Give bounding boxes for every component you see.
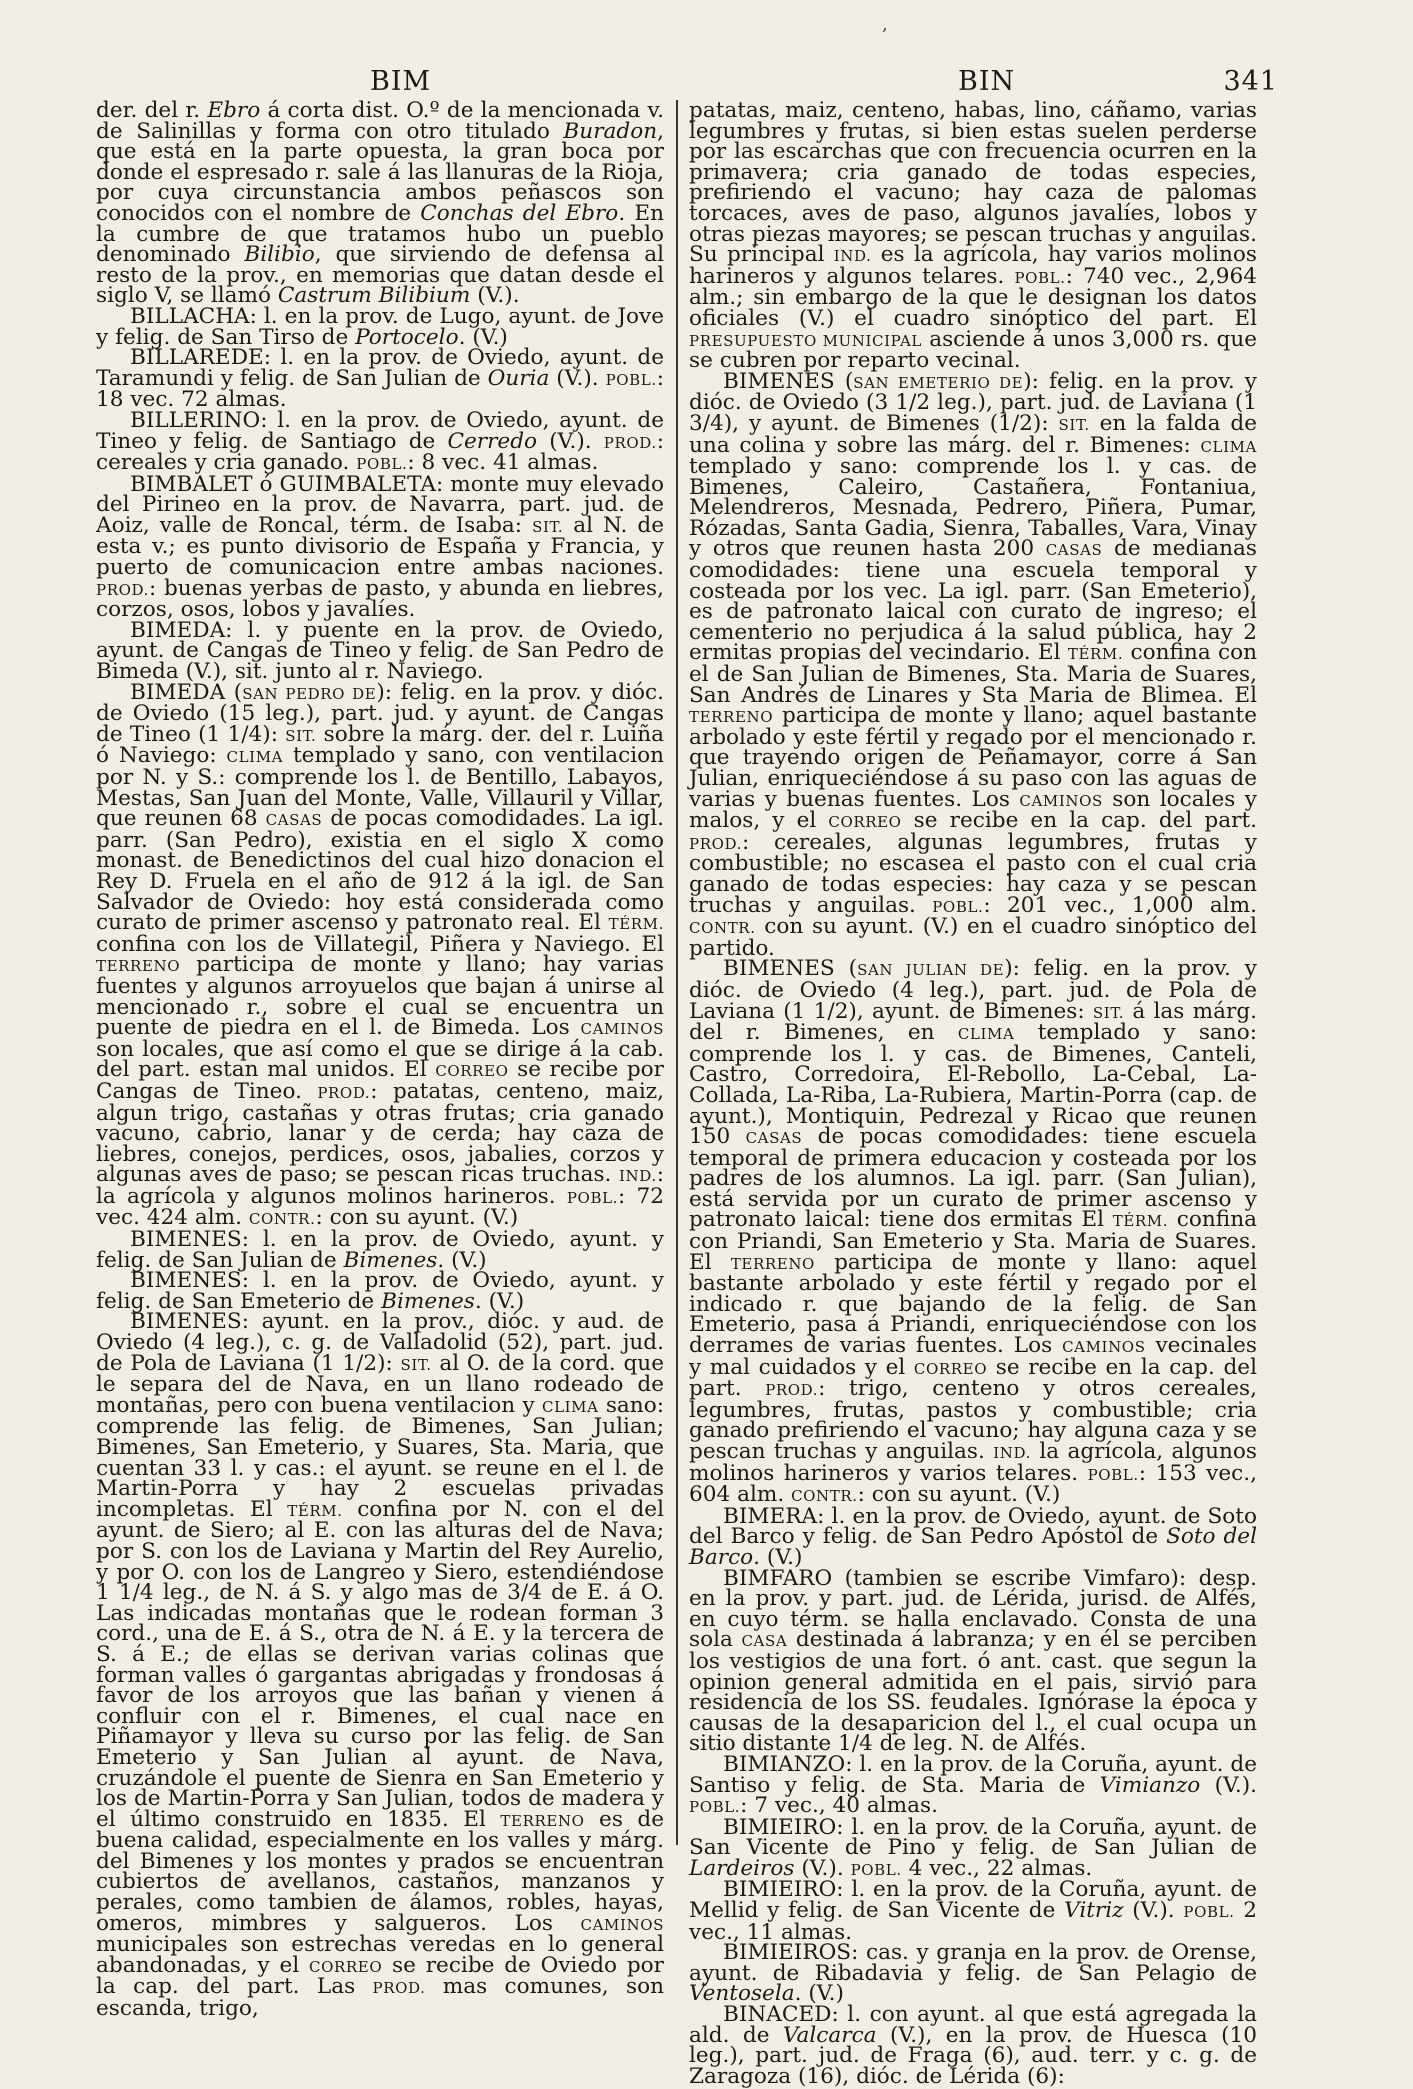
entry-paragraph: der. del r. Ebro á corta dist. O.º de la mencionada v. de Salinillas y forma con otro titulado Buradon, que está en la parte opuesta, la gran boca por donde el espresado r. sale á las llanuras de la Rioja, por cuya circunstancia ambos peñascos son conocidos con el nombre de Conchas del Ebro. En la cumbre de que tratamos hubo un pueblo denominado Bilibio, que sirviendo de defensa al resto de la prov., en memorias que datan desde el siglo V, se llamó Castrum Bilibium (V.). — [96, 98, 664, 309]
entry-paragraph: BIMENES: ayunt. en la prov., dióc. y aud. de Oviedo (4 leg.), c. g. de Valladolid (52), part. jud. de Pola de Laviana (1 1/2): SIT. al O. de la cord. que le separa del de Nava, en un llano rodeado de montañas, pero con buena ventilacion y CLIMA sano: comprende las felig. de Bimenes, San Julian; Bimenes, San Emeterio, y Suares, Sta. Maria, que cuentan 33 l. y cas.: el ayunt. se reune en el l. de Martin-Porra y hay 2 escuelas privadas incompletas. El TÉRM. confina por N. con el del ayunt. de Siero; al E. con las alturas del de Nava; por S. con los de Laviana y Martin del Rey Aurelio, y por O. con los de Langreo y Siero, estendiéndose 1 1/4 leg., de N. á S. y algo mas de 3/4 de E. á O. Las indicadas montañas que le rodean forman 3 cord., una de E. á S., otra de N. á E. y la tercera de S. á E.; de ellas se derivan varias colinas que forman valles ó gargantas abrigadas y frondosas á favor de los arroyos que las bañan y vienen á confluir con el r. Bimenes, el cual nace en Piñamayor y lleva su curso por las felig. de San Emeterio y San Julian al ayunt. de Nava, cruzándole el puente de Sienra en San Emeterio y los de Martin-Porra y San Julian, todos de madera y el último construido en 1835. El TERRENO es de buena calidad, especialmente en los valles y márg. del Bimenes y los montes y prados se encuentran cubiertos de avellanos, castaños, manzanos y perales, como tambien de álamos, robles, hayas, omeros, mimbres y salgueros. Los CAMINOS municipales son estrechas veredas en lo general abandonadas, y el CORREO se recibe de Oviedo por la cap. del part. Las PROD. mas comunes, son escanda, trigo, — [96, 1309, 665, 2022]
speck-mark: , — [882, 14, 888, 35]
entry-paragraph: BIMFARO (tambien se escribe Vimfaro): desp. en la prov. y part. jud. de Lérida, jurisd. de Alfés, en cuyo térm. se halla enclavado. Consta de una sola CASA destinada á labranza; y en él se perciben los vestigios de una fort. ó ant. cast. que segun la opinion general admitida en el pais, sirvió para residencia de los SS. feudales. Ignórase la época y causas de la desaparicion del l., el cual ocupa un sitio distante 1/4 de leg. N. de Alfés. — [689, 1565, 1257, 1757]
entry-paragraph: BIMENES (SAN JULIAN DE): felig. en la prov. y dióc. de Oviedo (4 leg.), part. jud. de Pola de Laviana (1 1/2), ayunt. de Bimenes: SIT. á las márg. del r. Bimenes, en CLIMA templado y sano: comprende los l. y cas. de Bimenes, Canteli, Castro, Corredoira, El-Rebollo, La-Cebal, La-Collada, La-Riba, La-Rubiera, Martin-Porra (cap. de ayunt.), Montiquin, Pedrezal y Ricao que reunen 150 CASAS de pocas comodidades: tiene escuela temporal de primera educacion y costeada por los padres de los alumnos. La igl. parr. (San Julian), está servida por un curato de primer ascenso y patronato laical: tiene dos ermitas El TÉRM. confina con Priandi, San Emeterio y Sta. Maria de Suares. El TERRENO participa de monte y llano: aquel bastante arbolado y este fértil y regado por el indicado r. que bajando de la felig. de San Emeterio, pasa á Priandi, enriqueciéndose con los derrames de varias fuentes. Los CAMINOS vecinales y mal cuidados y el CORREO se recibe en la cap. del part. PROD.: trigo, centeno y otros cereales, legumbres, frutas, pastos y combustible; cria ganado prefiriendo el vacuno; hay alguna caza y se pescan truchas y anguilas. IND. la agrícola, algunos molinos harineros y varios telares. POBL.: 153 vec., 604 alm. CONTR.: con su ayunt. (V.) — [689, 956, 1258, 1508]
entry-paragraph: BIMENES: l. en la prov. de Oviedo, ayunt. y felig. de San Julian de Bimenes. (V.) — [96, 1227, 664, 1273]
entry-paragraph: BIMIEIROS: cas. y granja en la prov. de Orense, ayunt. de Ribadavia y felig. de San Pelagio de Ventosela. (V.) — [689, 1940, 1257, 2007]
entry-paragraph: BIMENES: l. en la prov. de Oviedo, ayunt. y felig. de San Emeterio de Bimenes. (V.) — [96, 1268, 664, 1314]
entry-paragraph: BIMERA: l. en la prov. de Oviedo, ayunt. de Soto del Barco y felig. de San Pedro Apóstol de Soto del Barco. (V.) — [689, 1503, 1257, 1570]
entry-paragraph: BIMIEIRO: l. en la prov. de la Coruña, ayunt. de San Vicente de Pino y felig. de San Julian de Lardeiros (V.). POBL. 4 vec., 22 almas. — [689, 1814, 1257, 1881]
entry-paragraph: BINACED: l. con ayunt. al que está agregada la ald. de Valcarca (V.), en la prov. de Huesca (10 leg.), part. jud. de Fraga (6), aud. terr. y c. g. de Zaragoza (16), dióc. de Lérida (6): — [689, 2002, 1257, 2089]
header-right-word: BIN — [958, 66, 1016, 97]
entry-paragraph: BIMBALET ó GUIMBALETA: monte muy elevado del Pirineo en la prov. de Navarra, part. jud. de Aoiz, valle de Roncal, térm. de Isaba: SIT. al N. de esta v.; es punto divisorio de España y Francia, y puerto de comunicacion entre ambas naciones. PROD.: buenas yerbas de pasto, y abunda en liebres, corzos, osos, lobos y javalíes. — [96, 471, 664, 623]
left-column — [96, 98, 665, 2022]
entry-paragraph: BIMIANZO: l. en la prov. de la Coruña, ayunt. de Santiso y felig. de Sta. Maria de Vimianzo (V.). POBL.: 7 vec., 40 almas. — [689, 1751, 1257, 1819]
right-column — [689, 98, 1258, 2089]
page-number: 341 — [1223, 66, 1278, 97]
entry-paragraph: BIMENES (SAN EMETERIO DE): felig. en la prov. y dióc. de Oviedo (3 1/2 leg.), part. jud. de Laviana (1 3/4), y ayunt. de Bimenes (1/2): SIT. en la falda de una colina y sobre las márg. del r. Bimenes: CLIMA templado y sano: comprende los l. y cas. de Bimenes, Caleiro, Castañera, Fontaniua, Melendreros, Mesnada, Pedrero, Piñera, Pumar, Rózadas, Santa Gadia, Sienra, Taballes, Vara, Vinay y otros que reunen hasta 200 CASAS de medianas comodidades: tiene una escuela temporal y costeada por los vec. La igl. parr. (San Emeterio), es de patronato laical con curato de ingreso; el cementerio no perjudica á la salud pública, hay 2 ermitas propias del vecindario. El TÉRM. confina con el de San Julian de Bimenes, Sta. Maria de Suares, San Andrés de Linares y Sta Maria de Blimea. El TERRENO participa de monte y llano; aquel bastante arbolado y este fértil y regado por el mencionado r. que trayendo origen de Peñamayor, corre á San Julian, enriqueciéndose á su paso con las aguas de varias y buenas fuentes. Los CAMINOS son locales y malos, y el CORREO se recibe en la cap. del part. PROD.: cereales, algunas legumbres, frutas y combustible; no escasea el pasto con el cual cria ganado de todas especies: hay caza y se pescan truchas y anguilas. POBL.: 201 vec., 1,000 alm. CONTR. con su ayunt. (V.) en el cuadro sinóptico del partido. — [689, 368, 1257, 961]
entry-paragraph: BIMIEIRO: l. en la prov. de la Coruña, ayunt. de Mellid y felig. de San Vicente de Vitriz (V.). POBL. 2 vec., 11 almas. — [689, 1877, 1258, 1945]
entry-paragraph: patatas, maiz, centeno, habas, lino, cáñamo, varias legumbres y frutas, si bien estas suelen perderse por las escarchas que con frecuencia ocurren en la primavera; cria ganado de todas especies, prefiriendo el vacuno; hay caza de palomas torcaces, aves de paso, algunos javalíes, lobos y otras piezas mayores; se pescan truchas y anguilas. Su principal IND. es la agrícola, hay varios molinos harineros y algunos telares. POBL.: 740 vec., 2,964 alm.; sin embargo de la que le designan los datos oficiales (V.) el cuadro sinóptico del part. El PRESUPUESTO MUNICIPAL asciende á unos 3,000 rs. que se cubren por reparto vecinal. — [689, 98, 1258, 374]
entry-paragraph: BILLACHA: l. en la prov. de Lugo, ayunt. de Jove y felig. de San Tirso de Portocelo. (V.) — [96, 303, 664, 350]
entry-paragraph: BIMEDA: l. y puente en la prov. de Oviedo, ayunt. de Cangas de Tineo y felig. de San Pedro de Bimeda (V.), sit. junto al r. Naviego. — [96, 617, 664, 685]
entry-paragraph: BIMEDA (SAN PEDRO DE): felig. en la prov. y dióc. de Oviedo (15 leg.), part. jud. y ayunt. de Cangas de Tineo (1 1/4): SIT. sobre la márg. der. del r. Luiña ó Naviego: CLIMA templado y sano, con ventilacion por N. y S.: comprende los l. de Bentillo, Labayos, Mestas, San Juan del Monte, Valle, Villauril y Villar, que reunen 68 CASAS de pocas comodidades. La igl. parr. (San Pedro), existia en el siglo X como monast. de Benedictinos del cual hizo donacion el Rey D. Fruela en el año de 912 á la igl. de San Salvador de Oviedo: hoy está considerada como curato de primer ascenso y patronato real. El TÉRM. confina con los de Villategil, Piñera y Naviego. El TERRENO participa de monte y llano; hay varias fuentes y algunos arroyuelos que bajan á unirse al mencionado r., sobre el cual se encuentra un puente de piedra en el l. de Bimeda. Los CAMINOS son locales, que así como el que se dirige á la cab. del part. estan mal unidos. El CORREO se recibe por Cangas de Tineo. PROD.: patatas, centeno, maiz, algun trigo, castañas y otras frutas; cria ganado vacuno, cabrio, lanar y de cerda; hay caza de liebres, conejos, perdices, osos, jabalies, corzos y algunas aves de paso; se pescan ricas truchas. IND.: la agrícola y algunos molinos harineros. POBL.: 72 vec. 424 alm. CONTR.: con su ayunt. (V.) — [96, 679, 665, 1231]
entry-paragraph: BILLAREDE: l. en la prov. de Oviedo, ayunt. de Taramundi y felig. de San Julian de Ouria (V.). POBL.: 18 vec. 72 almas. — [96, 345, 665, 413]
column-divider — [676, 100, 678, 1845]
header-left-word: BIM — [370, 66, 432, 97]
entry-paragraph: BILLERINO: l. en la prov. de Oviedo, ayunt. de Tineo y felig. de Santiago de Cerredo (V.). PROD.: cereales y cria ganado. POBL.: 8 vec. 41 almas. — [96, 407, 664, 476]
